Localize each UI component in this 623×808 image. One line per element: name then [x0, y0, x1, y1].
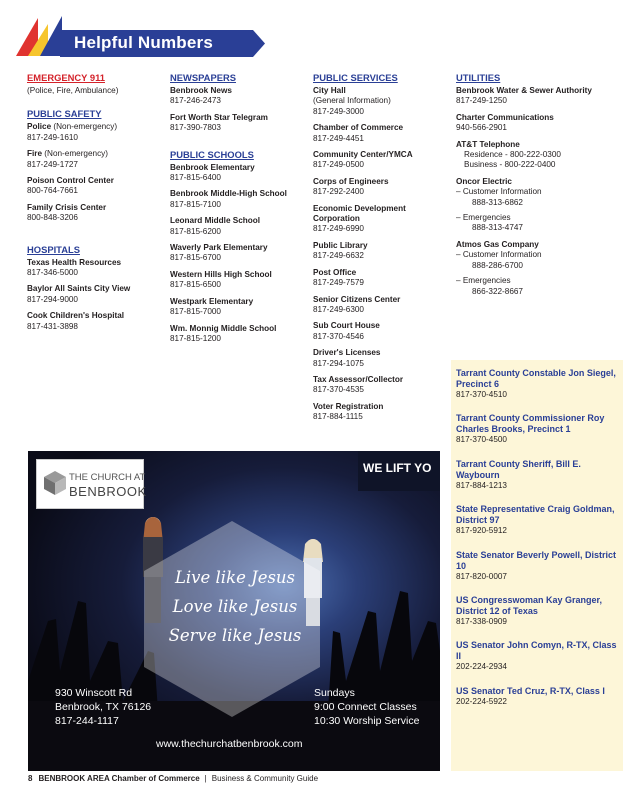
list-item — [456, 113, 616, 134]
schools-heading: PUBLIC SCHOOLS — [170, 148, 254, 160]
entry-name: Charter Communications — [456, 112, 554, 122]
list-item — [170, 163, 302, 184]
list-item — [170, 324, 302, 345]
list-item — [313, 150, 445, 171]
entry-name: Benbrook Middle-High School — [170, 189, 287, 199]
list-item — [313, 268, 445, 289]
entry-name: Fort Worth Star Telegram — [170, 112, 268, 122]
entry-phone: 817-294-1075 — [313, 358, 364, 368]
official-phone: 202-224-5922 — [456, 696, 507, 706]
footer-guide: Business & Community Guide — [211, 774, 319, 783]
entry-phone: 800-848-3206 — [27, 213, 78, 223]
list-item — [313, 86, 445, 117]
entry-phone: 817-815-6700 — [170, 253, 221, 263]
address-line: Benbrook, TX 76126 — [55, 701, 152, 713]
list-item — [456, 459, 621, 491]
entry-name: City Hall — [313, 86, 346, 95]
list-item — [313, 348, 445, 369]
public-safety-heading: PUBLIC SAFETY — [27, 108, 102, 120]
list-item — [27, 258, 159, 279]
entry-phone: 817-370-4535 — [313, 385, 364, 395]
entry-phone: 866-322-8667 — [472, 286, 523, 296]
entry-note: (General Information) — [313, 96, 391, 106]
page-title: Helpful Numbers — [74, 33, 214, 52]
page-footer — [28, 774, 318, 783]
entry-phone: 817-249-1727 — [27, 159, 78, 169]
newspapers-heading: NEWSPAPERS — [170, 72, 236, 83]
column-utilities — [456, 72, 616, 303]
entry-name: Public Library — [313, 240, 368, 250]
entry-sub-label: – Emergencies — [456, 213, 511, 223]
official-name: US Congresswoman Kay Granger, District 12 of Texas — [456, 595, 603, 617]
entry-phone: 800-764-7661 — [27, 186, 78, 196]
entry-phone: 817-249-0500 — [313, 160, 364, 170]
list-item — [456, 595, 621, 627]
column-newspapers-schools — [170, 72, 302, 356]
entry-phone: 817-246-2473 — [170, 96, 221, 106]
entry-phone: 888-313-6862 — [472, 197, 523, 207]
list-item — [313, 295, 445, 316]
list-item — [313, 402, 445, 423]
entry-phone: 888-313-4747 — [472, 223, 523, 233]
list-item — [170, 243, 302, 264]
entry-name: AT&T Telephone — [456, 139, 520, 149]
entry-phone: 817-249-4451 — [313, 133, 364, 143]
entry-phone: 817-249-7579 — [313, 278, 364, 288]
service-times — [314, 686, 419, 728]
official-phone: 817-338-0909 — [456, 617, 507, 627]
list-item — [456, 686, 621, 707]
emergency-heading: EMERGENCY 911 — [27, 72, 105, 83]
logo-line-2: BENBROOK — [69, 484, 147, 499]
entry-name: Community Center/YMCA — [313, 150, 413, 160]
list-item — [313, 241, 445, 262]
entry-sub-label: – Emergencies — [456, 276, 511, 286]
list-item — [313, 204, 445, 235]
footer-org: BENBROOK AREA Chamber of Commerce — [38, 774, 200, 783]
entry-phone: 888-286-6700 — [472, 260, 523, 270]
official-phone: 202-224-2934 — [456, 662, 507, 672]
official-phone: 817-370-4510 — [456, 390, 507, 399]
entry-phone: 817-431-3898 — [27, 321, 78, 331]
church-advertisement — [28, 451, 440, 771]
entry-phone: 817-249-1610 — [27, 132, 78, 142]
entry-name: Voter Registration — [313, 401, 384, 411]
entry-phone: 817-249-6300 — [313, 304, 364, 314]
entry-name: Benbrook News — [170, 86, 232, 95]
entry-name: Post Office — [313, 267, 357, 277]
list-item — [27, 149, 159, 170]
list-item — [456, 140, 616, 171]
official-phone: 817-370-4500 — [456, 435, 507, 445]
emergency-note: (Police, Fire, Ambulance) — [27, 86, 119, 95]
list-item — [456, 86, 616, 107]
entry-name: Senior Citizens Center — [313, 294, 401, 304]
entry-phone: 817-815-6400 — [170, 173, 221, 183]
official-phone: 817-884-1213 — [456, 480, 507, 490]
entry-name: Tax Assessor/Collector — [313, 374, 404, 384]
entry-phone: 817-815-7000 — [170, 307, 221, 317]
list-item — [313, 321, 445, 342]
entry-phone: 817-390-7803 — [170, 123, 221, 133]
elected-officials-list — [456, 368, 621, 720]
list-item — [313, 177, 445, 198]
entry-name: Chamber of Commerce — [313, 123, 404, 133]
entry-phone: Business - 800-222-0400 — [464, 160, 556, 170]
entry-phone: 817-815-6500 — [170, 280, 221, 290]
entry-phone: 817-294-9000 — [27, 294, 78, 304]
column-public-services — [313, 72, 445, 429]
address-line: 930 Winscott Rd — [55, 687, 133, 699]
official-name: US Senator Ted Cruz, R-TX, Class I — [456, 685, 605, 696]
entry-name: Atmos Gas Company — [456, 239, 539, 249]
entry-phone: 817-815-1200 — [170, 333, 221, 343]
newspapers-section — [170, 72, 302, 134]
cube-logo-icon — [43, 470, 67, 496]
list-item — [170, 216, 302, 237]
entry-name: Poison Control Center — [27, 176, 114, 186]
list-item — [456, 504, 621, 536]
entry-phone: 817-292-2400 — [313, 187, 364, 197]
list-item — [456, 240, 616, 297]
hospitals-heading: HOSPITALS — [27, 243, 80, 255]
list-item — [456, 413, 621, 445]
entry-name: Leonard Middle School — [170, 216, 261, 226]
verse-line-2: Love like Jesus — [172, 597, 298, 616]
entry-phone: 817-249-1250 — [456, 96, 507, 106]
entry-phone: 817-346-5000 — [27, 268, 78, 278]
entry-name: Baylor All Saints City View — [27, 284, 131, 294]
church-website: www.thechurchatbenbrook.com — [156, 738, 303, 750]
list-item — [456, 640, 621, 672]
entry-phone: 817-370-4546 — [313, 331, 364, 341]
list-item — [313, 375, 445, 396]
entry-name: Wm. Monnig Middle School — [170, 323, 277, 333]
entry-name: Benbrook Elementary — [170, 162, 255, 172]
entry-name: Fire — [27, 149, 43, 159]
church-phone: 817-244-1117 — [55, 715, 119, 727]
verse-line-1: Live like Jesus — [174, 568, 296, 587]
entry-name: Driver's Licenses — [313, 348, 381, 358]
entry-phone: 940-566-2901 — [456, 123, 507, 133]
entry-phone: 817-815-7100 — [170, 199, 221, 209]
schools-section — [170, 149, 302, 345]
official-name: Tarrant County Commissioner Roy Charles Brooks, Precinct 1 — [456, 413, 605, 435]
entry-phone: Residence - 800-222-0300 — [464, 150, 561, 160]
church-logo — [36, 459, 147, 509]
entry-name: Cook Children's Hospital — [27, 311, 125, 321]
list-item — [456, 550, 621, 582]
emergency-section — [27, 72, 159, 96]
entry-name: Family Crisis Center — [27, 202, 107, 212]
entry-phone: 817-884-1115 — [313, 412, 363, 422]
entry-sub-label: – Customer Information — [456, 250, 542, 260]
official-name: State Senator Beverly Powell, District 10 — [456, 549, 617, 571]
footer-separator: | — [204, 774, 207, 783]
list-item — [313, 123, 445, 144]
list-item — [170, 189, 302, 210]
entry-phone: 817-249-6632 — [313, 251, 364, 261]
list-item — [27, 176, 159, 197]
service-day: Sundays — [314, 687, 355, 699]
official-name: US Senator John Comyn, R-TX, Class II — [456, 640, 617, 662]
public-safety-section — [27, 108, 159, 223]
entry-name: Texas Health Resources — [27, 257, 122, 267]
official-name: Tarrant County Sheriff, Bill E. Waybourn — [456, 458, 581, 480]
list-item — [27, 122, 159, 143]
hexagon-overlay — [142, 519, 322, 719]
entry-name: Westpark Elementary — [170, 296, 254, 306]
column-emergency-safety-hospitals — [27, 72, 159, 344]
list-item — [456, 368, 621, 400]
service-time: 9:00 Connect Classes — [314, 701, 417, 713]
list-item — [170, 297, 302, 318]
services-heading: PUBLIC SERVICES — [313, 72, 398, 83]
list-item — [27, 311, 159, 332]
entry-phone: 817-249-6990 — [313, 224, 364, 234]
official-phone: 817-920-5912 — [456, 526, 507, 536]
utilities-heading: UTILITIES — [456, 72, 501, 83]
entry-note: (Non-emergency) — [42, 149, 109, 159]
official-name: Tarrant County Constable Jon Siegel, Precinct 6 — [456, 368, 616, 389]
entry-sub-label: – Customer Information — [456, 187, 542, 197]
service-time: 10:30 Worship Service — [314, 715, 420, 727]
church-address — [55, 686, 151, 728]
verse-line-3: Serve like Jesus — [168, 626, 302, 645]
list-item — [170, 86, 302, 107]
official-phone: 817-820-0007 — [456, 571, 507, 581]
list-item — [170, 270, 302, 291]
entry-name: Economic Development Corporation — [313, 203, 406, 224]
list-item — [27, 203, 159, 224]
entry-name: Benbrook Water & Sewer Authority — [456, 86, 592, 95]
entry-note: (Non-emergency) — [51, 122, 118, 132]
list-item — [27, 284, 159, 305]
entry-phone: 817-815-6200 — [170, 226, 221, 236]
entry-name: Police — [27, 122, 52, 132]
logo-line-1: THE CHURCH AT — [69, 472, 146, 483]
entry-name: Sub Court House — [313, 321, 380, 331]
list-item — [170, 113, 302, 134]
entry-phone: 817-249-3000 — [313, 106, 364, 116]
hospitals-section — [27, 244, 159, 332]
official-name: State Representative Craig Goldman, District 97 — [456, 504, 615, 526]
ad-banner-text: WE LIFT YO — [363, 461, 432, 475]
entry-name: Waverly Park Elementary — [170, 243, 268, 253]
entry-name: Oncor Electric — [456, 176, 512, 186]
page-number: 8 — [28, 774, 33, 783]
entry-name: Western Hills High School — [170, 269, 272, 279]
entry-name: Corps of Engineers — [313, 176, 389, 186]
list-item — [456, 177, 616, 234]
